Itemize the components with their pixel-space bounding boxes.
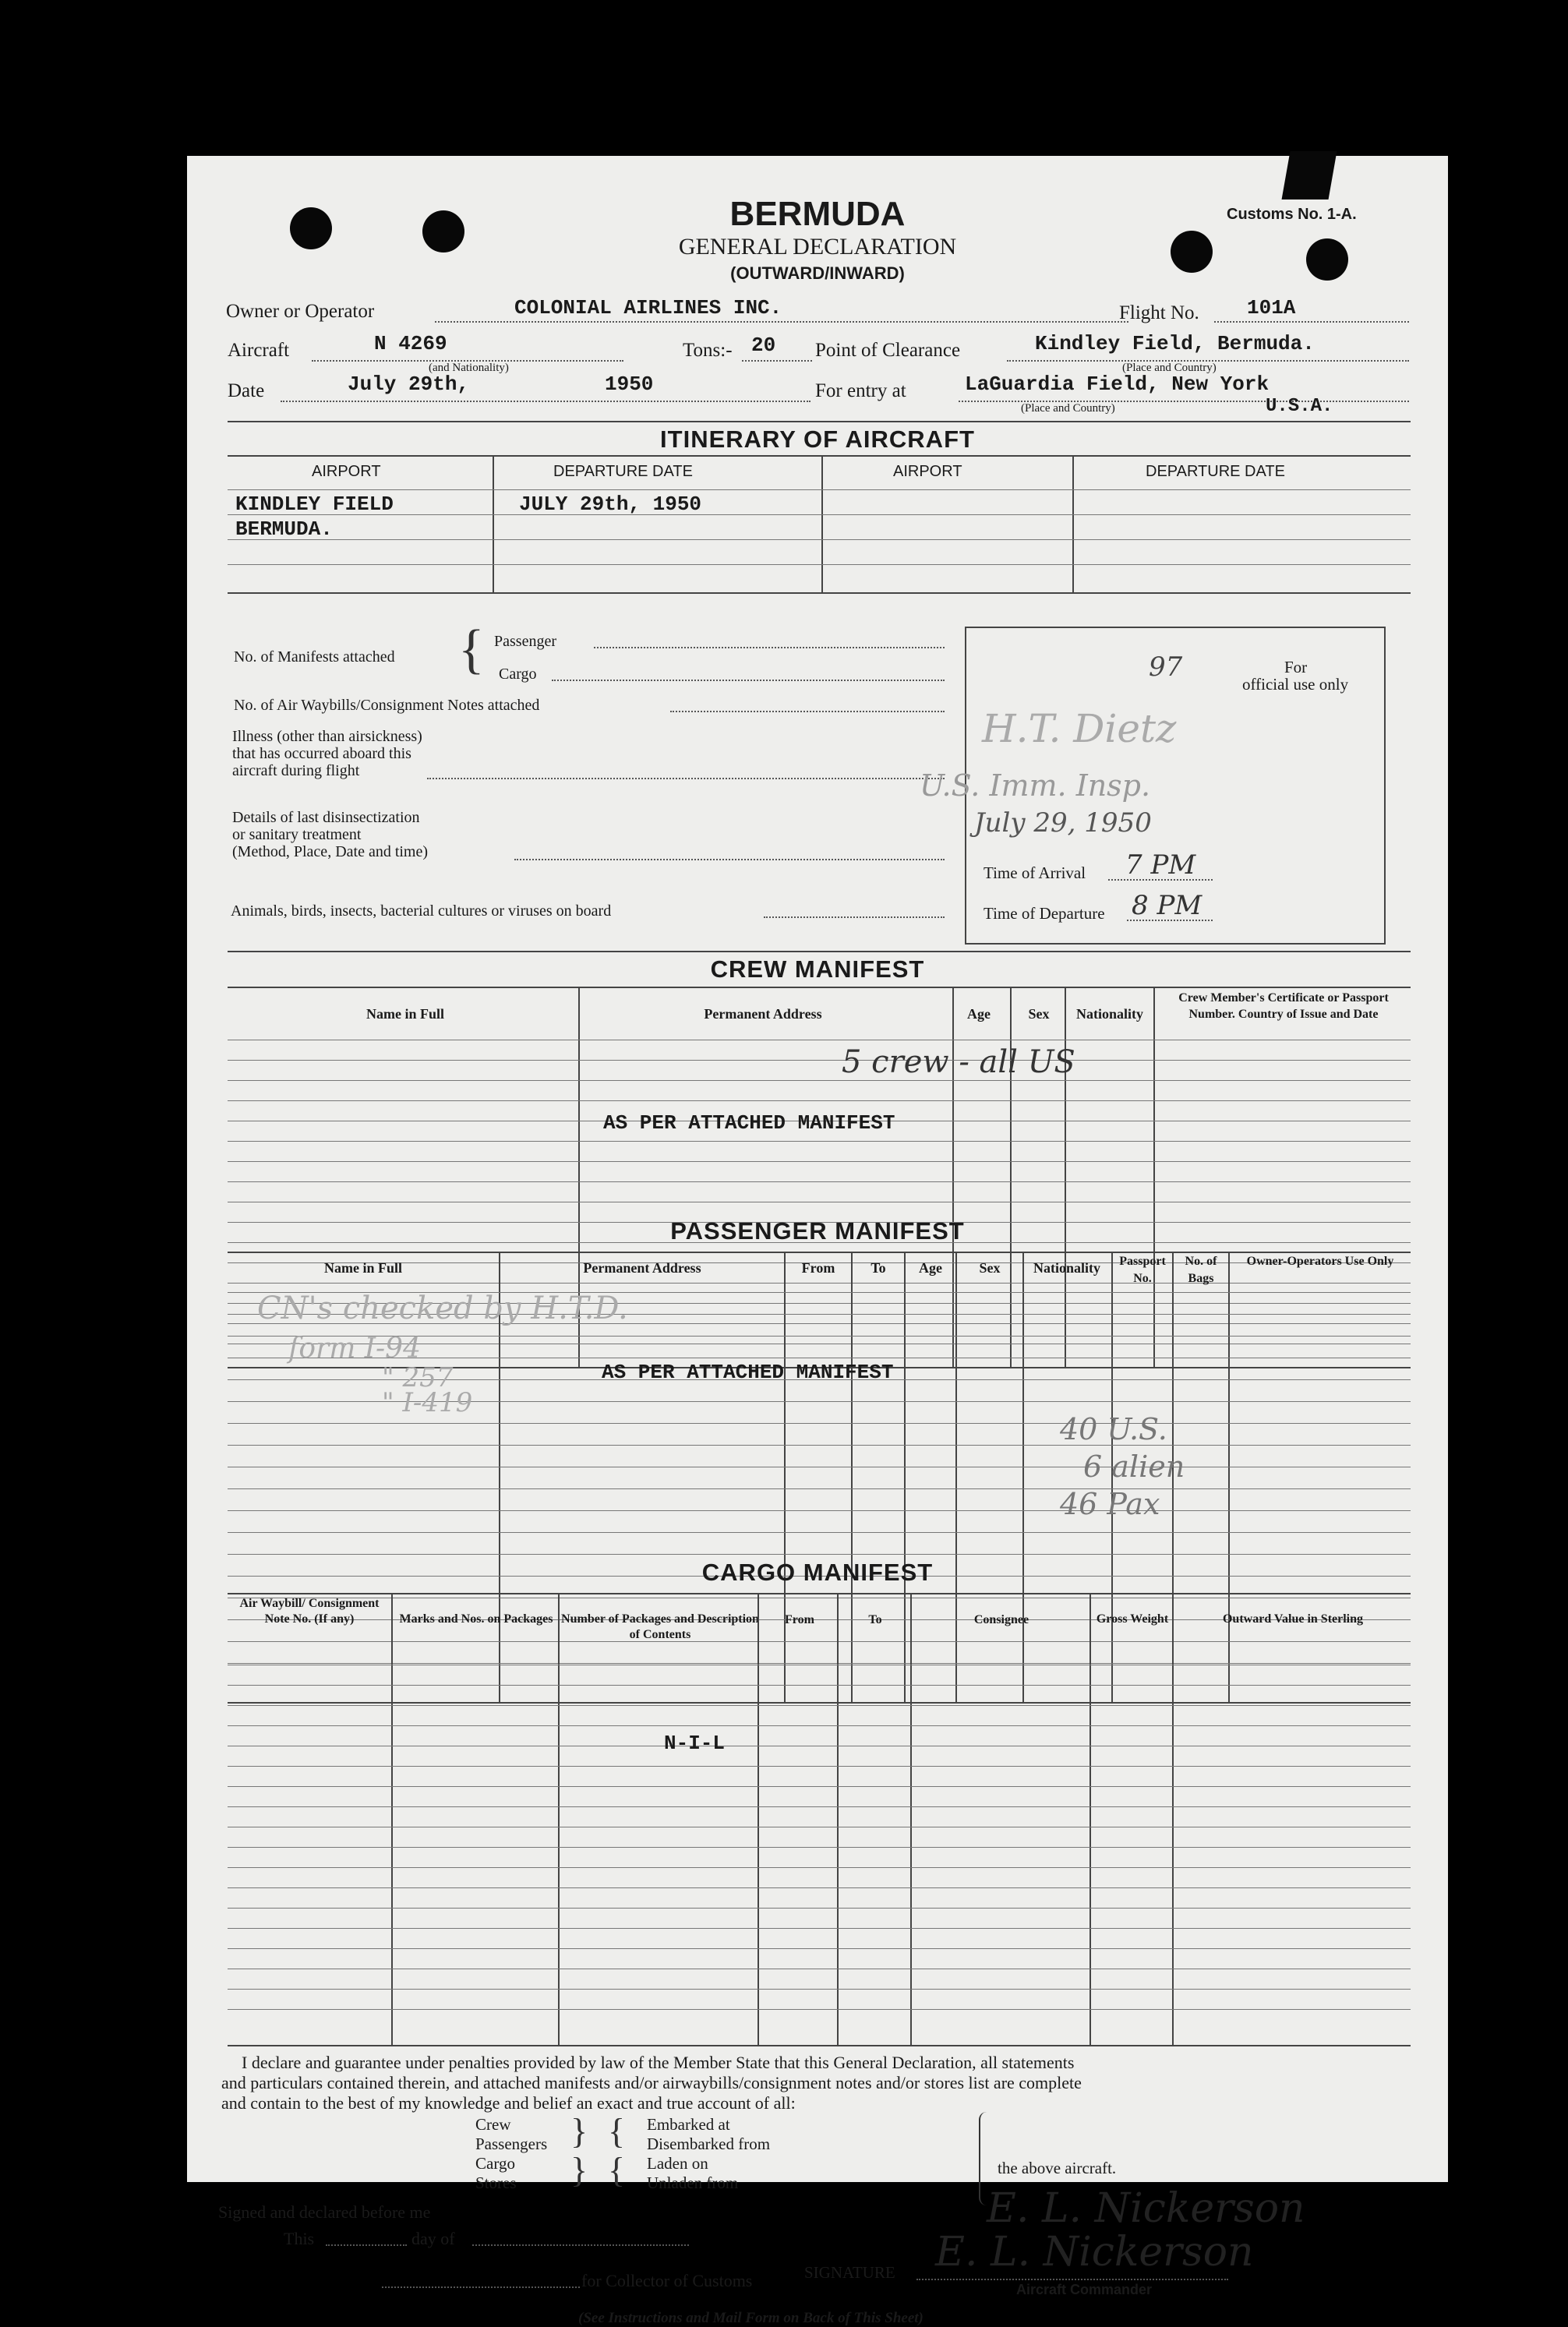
rule bbox=[228, 1593, 1411, 1594]
form-number: Customs No. 1-A. bbox=[1227, 206, 1357, 223]
col-divider bbox=[955, 1252, 957, 1702]
passenger-count-alien: 6 alien bbox=[1083, 1450, 1185, 1484]
crew-col-name: Name in Full bbox=[366, 1006, 444, 1022]
crew-handwritten: 5 crew - all US bbox=[842, 1044, 1075, 1080]
rule bbox=[228, 1887, 1411, 1888]
passenger-col-passport: Passport No. bbox=[1119, 1255, 1166, 1285]
col-divider bbox=[1228, 1252, 1230, 1702]
rule bbox=[228, 1445, 1411, 1446]
official-use-box bbox=[920, 627, 1386, 945]
flight-value: 101A bbox=[1247, 296, 1296, 320]
official-inspector: H.T. Dietz bbox=[982, 706, 1177, 751]
rule bbox=[228, 421, 1411, 422]
above-aircraft: the above aircraft. bbox=[998, 2159, 1117, 2177]
entry-value-2: U.S.A. bbox=[1266, 396, 1333, 417]
rule bbox=[228, 1423, 1411, 1424]
corner-mark bbox=[1282, 151, 1337, 200]
official-note: U.S. Imm. Insp. bbox=[920, 768, 1151, 803]
itinerary-airport: KINDLEY FIELD bbox=[235, 493, 394, 516]
tons-line bbox=[742, 360, 812, 362]
itinerary-col-date-1: DEPARTURE DATE bbox=[553, 463, 693, 480]
departure-label: Time of Departure bbox=[984, 904, 1105, 923]
col-divider bbox=[1022, 1252, 1024, 1702]
date-year: 1950 bbox=[605, 373, 654, 396]
arrival-label: Time of Arrival bbox=[984, 863, 1086, 882]
declaration-form bbox=[187, 156, 1448, 2326]
rule bbox=[228, 1847, 1411, 1848]
passenger-col-address: Permanent Address bbox=[583, 1260, 701, 1276]
this-label: This bbox=[284, 2229, 315, 2248]
aircraft-label: Aircraft bbox=[228, 340, 290, 361]
place-country-note-1: (Place and Country) bbox=[1122, 362, 1217, 374]
rule bbox=[228, 1948, 1411, 1949]
illness-label-line: aircraft during flight bbox=[232, 762, 360, 779]
itinerary-col-airport-2: AIRPORT bbox=[893, 463, 962, 480]
rule bbox=[228, 489, 1411, 490]
aircraft-note: (and Nationality) bbox=[429, 362, 509, 374]
rule bbox=[228, 2045, 1411, 2046]
brace: } bbox=[570, 2150, 588, 2190]
passenger-col-bags: No. of Bags bbox=[1185, 1255, 1217, 1285]
rule bbox=[228, 1283, 1411, 1284]
itinerary-airport-country: BERMUDA. bbox=[235, 517, 333, 541]
passenger-form-3: " I-419 bbox=[382, 1387, 473, 1418]
rule bbox=[228, 1702, 1411, 1704]
passenger-line bbox=[594, 647, 945, 648]
col-divider bbox=[391, 1593, 393, 2045]
rule bbox=[228, 2009, 1411, 2010]
declaration-item: Cargo bbox=[475, 2154, 515, 2173]
rule bbox=[228, 1663, 1411, 1664]
rule bbox=[228, 1928, 1411, 1929]
signature-line bbox=[916, 2279, 1228, 2280]
crew-title: CREW MANIFEST bbox=[710, 955, 925, 983]
clearance-label: Point of Clearance bbox=[815, 340, 961, 361]
passenger-count-total: 46 Pax bbox=[1060, 1487, 1160, 1521]
passenger-form-2: " 257 bbox=[382, 1362, 454, 1393]
rule bbox=[228, 1705, 1411, 1706]
rule bbox=[228, 1641, 1411, 1642]
passenger-note: CN's checked by H.T.D. bbox=[257, 1291, 628, 1326]
signature-label: SIGNATURE bbox=[804, 2263, 895, 2282]
rule bbox=[228, 455, 1411, 457]
rule bbox=[228, 1554, 1411, 1555]
col-divider bbox=[1072, 455, 1074, 594]
entry-label: For entry at bbox=[815, 380, 906, 401]
collector-label: for Collector of Customs bbox=[581, 2271, 753, 2290]
itinerary-col-date-2: DEPARTURE DATE bbox=[1146, 463, 1285, 480]
passenger-manifest-label: Passenger bbox=[494, 633, 556, 650]
brace: { bbox=[608, 2111, 626, 2151]
day-line bbox=[326, 2244, 407, 2246]
animals-label: Animals, birds, insects, bacterial cultures or viruses on board bbox=[231, 902, 612, 920]
form-subtitle: (OUTWARD/INWARD) bbox=[730, 263, 905, 283]
passenger-title: PASSENGER MANIFEST bbox=[670, 1217, 965, 1245]
waybills-label: No. of Air Waybills/Consignment Notes attached bbox=[234, 697, 540, 714]
rule bbox=[228, 1532, 1411, 1533]
signature-2: E. L. Nickerson bbox=[935, 2229, 1254, 2276]
rule bbox=[228, 951, 1411, 952]
col-divider bbox=[821, 455, 823, 594]
rule bbox=[228, 1685, 1411, 1686]
departure-value: 8 PM bbox=[1132, 890, 1202, 921]
col-divider bbox=[1089, 1593, 1091, 2045]
owner-value: COLONIAL AIRLINES INC. bbox=[514, 296, 782, 320]
col-divider bbox=[1153, 987, 1155, 1367]
brace: { bbox=[608, 2150, 626, 2190]
official-number: 97 bbox=[1149, 651, 1183, 683]
disinsect-line bbox=[514, 859, 945, 860]
declaration-action: Unladen from bbox=[647, 2173, 739, 2192]
place-country-note-2: (Place and Country) bbox=[1021, 402, 1115, 415]
official-heading-1: For bbox=[1284, 658, 1308, 676]
flight-label: Flight No. bbox=[1119, 302, 1199, 323]
col-divider bbox=[558, 1593, 560, 2045]
col-divider bbox=[837, 1593, 839, 2045]
passenger-col-sex: Sex bbox=[979, 1260, 1001, 1276]
owner-label: Owner or Operator bbox=[226, 301, 375, 322]
cargo-col-value: Outward Value in Sterling bbox=[1222, 1612, 1364, 1626]
animals-line bbox=[764, 916, 945, 918]
arrival-value: 7 PM bbox=[1125, 849, 1196, 881]
passenger-col-nationality: Nationality bbox=[1033, 1260, 1100, 1276]
brace: { bbox=[458, 620, 485, 680]
declaration-text-1: I declare and guarantee under penalties provided by law of the Member State that this General Declaration, all statements bbox=[242, 2053, 1075, 2072]
itinerary-departure-date: JULY 29th, 1950 bbox=[519, 493, 702, 516]
col-divider bbox=[851, 1252, 853, 1702]
cargo-col-to: To bbox=[868, 1613, 882, 1626]
passenger-col-name: Name in Full bbox=[323, 1260, 402, 1276]
declaration-item: Crew bbox=[475, 2115, 511, 2134]
entry-value: LaGuardia Field, New York bbox=[965, 373, 1270, 396]
rule bbox=[228, 1161, 1411, 1162]
rule bbox=[228, 1766, 1411, 1767]
declaration-actions bbox=[647, 2115, 770, 2193]
tons-value: 20 bbox=[751, 334, 776, 357]
official-date: July 29, 1950 bbox=[974, 807, 1152, 839]
crew-typed: AS PER ATTACHED MANIFEST bbox=[603, 1111, 895, 1135]
aircraft-value: N 4269 bbox=[374, 332, 447, 355]
official-heading-2: official use only bbox=[1242, 675, 1349, 694]
month-line bbox=[472, 2244, 689, 2246]
disinsect-label-line: (Method, Place, Date and time) bbox=[232, 843, 429, 860]
disinsect-label bbox=[232, 809, 428, 860]
cargo-col-marks: Marks and Nos. on Packages bbox=[399, 1612, 553, 1626]
passenger-col-age: Age bbox=[919, 1260, 942, 1276]
cargo-typed: N-I-L bbox=[664, 1732, 726, 1755]
illness-line bbox=[427, 778, 945, 779]
cargo-col-contents: Number of Packages and Description of Contents bbox=[561, 1612, 759, 1641]
footer-note: (See Instructions and Mail Form on Back of This Sheet) bbox=[578, 2310, 923, 2326]
itinerary-col-airport-1: AIRPORT bbox=[312, 463, 381, 480]
rule bbox=[228, 1806, 1411, 1807]
date-value: July 29th, bbox=[348, 373, 470, 396]
signature-1: E. L. Nickerson bbox=[987, 2185, 1305, 2232]
collector-line bbox=[382, 2286, 580, 2288]
cargo-manifest-label: Cargo bbox=[499, 666, 537, 683]
crew-col-address: Permanent Address bbox=[704, 1006, 822, 1022]
rule bbox=[228, 987, 1411, 988]
tons-label: Tons:- bbox=[683, 340, 733, 361]
crew-col-nationality: Nationality bbox=[1075, 1006, 1143, 1022]
declaration-text-2: and particulars contained therein, and attached manifests and/or airwaybills/consignment notes and/or stores list are complete bbox=[221, 2073, 1082, 2092]
declaration-action: Embarked at bbox=[647, 2115, 730, 2134]
col-divider bbox=[758, 1593, 759, 2045]
passenger-form-1: form I-94 bbox=[288, 1333, 421, 1365]
declaration-item: Passengers bbox=[475, 2135, 548, 2153]
owner-line bbox=[435, 321, 1128, 323]
passenger-col-to: To bbox=[871, 1260, 886, 1276]
rule bbox=[228, 1908, 1411, 1909]
crew-col-certificate: Crew Member's Certificate or Passport Number. Country of Issue and Date bbox=[1178, 991, 1389, 1021]
rule bbox=[228, 539, 1411, 540]
illness-label bbox=[232, 728, 422, 779]
illness-label-line: Illness (other than airsickness) bbox=[232, 728, 422, 745]
signed-label: Signed and declared before me bbox=[218, 2202, 431, 2222]
declaration-item: Stores bbox=[475, 2173, 517, 2192]
form-title: GENERAL DECLARATION bbox=[678, 234, 957, 260]
country-title: BERMUDA bbox=[729, 195, 906, 233]
cargo-line bbox=[552, 680, 945, 681]
cargo-col-from: From bbox=[785, 1613, 814, 1626]
cargo-col-waybill: Air Waybill/ Consignment Note No. (If any) bbox=[239, 1597, 380, 1626]
disinsect-label-line: or sanitary treatment bbox=[232, 826, 362, 843]
rule bbox=[228, 1989, 1411, 1990]
rule bbox=[228, 514, 1411, 515]
declaration-text-3: and contain to the best of my knowledge and belief an exact and true account of all: bbox=[221, 2093, 796, 2113]
declaration-action: Laden on bbox=[647, 2154, 708, 2173]
rule bbox=[228, 1060, 1411, 1061]
col-divider bbox=[1172, 1593, 1174, 2045]
passenger-count-us: 40 U.S. bbox=[1060, 1412, 1167, 1446]
rule bbox=[228, 1510, 1411, 1511]
passenger-col-owner-use: Owner-Operators Use Only bbox=[1246, 1255, 1394, 1268]
crew-col-sex: Sex bbox=[1028, 1006, 1050, 1022]
manifests-label: No. of Manifests attached bbox=[234, 648, 395, 666]
rule bbox=[228, 1488, 1411, 1489]
illness-label-line: that has occurred aboard this bbox=[232, 745, 411, 762]
rule bbox=[228, 1141, 1411, 1142]
declaration-items bbox=[475, 2115, 547, 2193]
rule bbox=[228, 1181, 1411, 1182]
rule bbox=[228, 1786, 1411, 1787]
clearance-value: Kindley Field, Bermuda. bbox=[1035, 332, 1315, 355]
declaration-action: Disembarked from bbox=[647, 2135, 771, 2153]
cargo-col-gross-weight: Gross Weight bbox=[1096, 1612, 1169, 1626]
day-label: day of bbox=[411, 2229, 455, 2248]
rule bbox=[228, 1100, 1411, 1101]
cargo-col-consignee: Consignee bbox=[973, 1613, 1029, 1626]
itinerary-title: ITINERARY OF AIRCRAFT bbox=[660, 425, 975, 453]
col-divider bbox=[904, 1252, 906, 1702]
rule bbox=[228, 1867, 1411, 1868]
cargo-title: CARGO MANIFEST bbox=[701, 1559, 934, 1586]
rule bbox=[228, 1080, 1411, 1081]
rule bbox=[228, 592, 1411, 594]
rule bbox=[228, 564, 1411, 565]
col-divider bbox=[493, 455, 494, 594]
waybills-line bbox=[670, 711, 945, 712]
rule bbox=[228, 1725, 1411, 1726]
passenger-col-from: From bbox=[801, 1260, 835, 1276]
date-label: Date bbox=[228, 380, 265, 401]
col-divider bbox=[910, 1593, 912, 2045]
col-divider bbox=[784, 1252, 786, 1702]
crew-col-age: Age bbox=[967, 1006, 991, 1022]
brace: } bbox=[570, 2111, 588, 2151]
flight-line bbox=[1214, 321, 1409, 323]
passenger-typed: AS PER ATTACHED MANIFEST bbox=[602, 1361, 894, 1384]
commander-label: Aircraft Commander bbox=[1016, 2282, 1153, 2297]
date-line bbox=[281, 401, 810, 402]
disinsect-label-line: Details of last disinsectization bbox=[232, 809, 420, 826]
